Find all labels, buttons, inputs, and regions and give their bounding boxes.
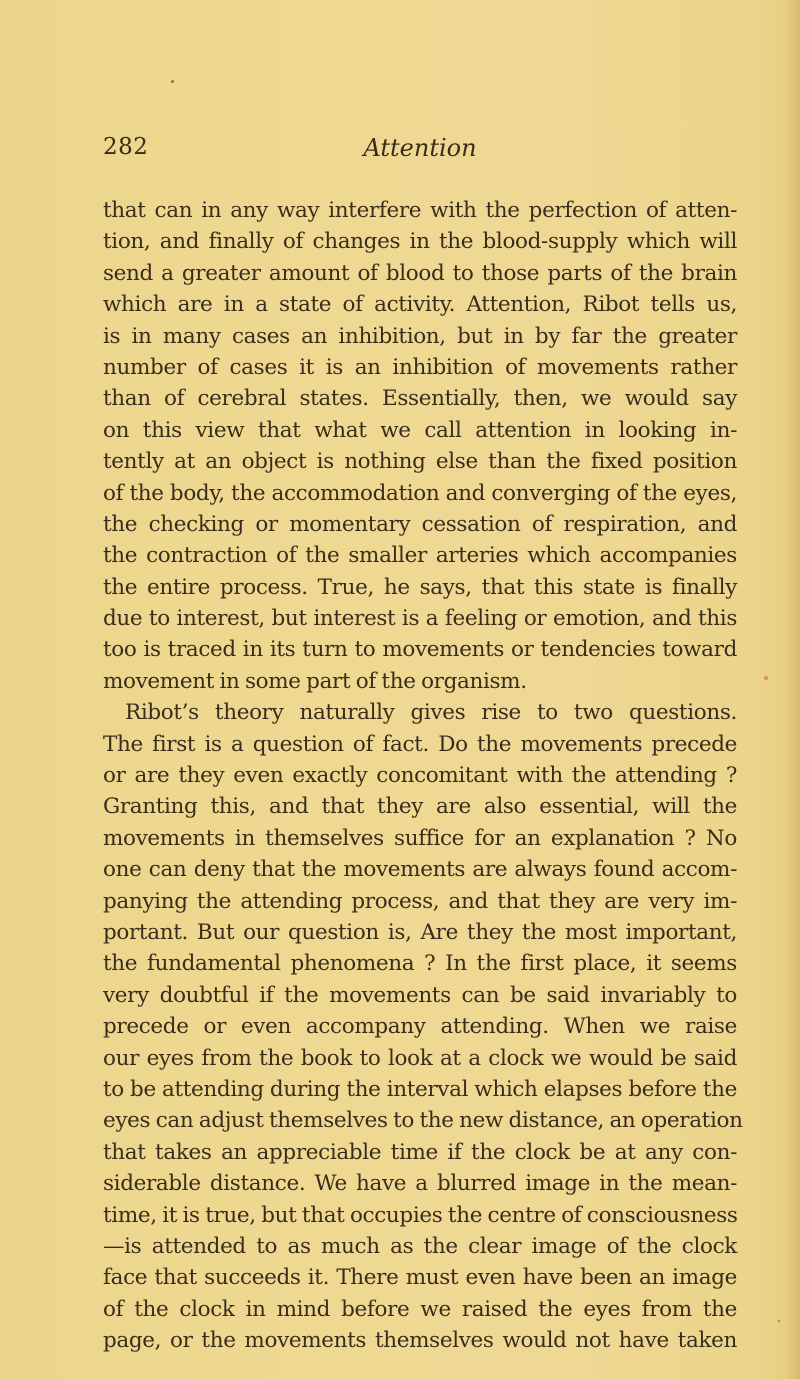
text-line: siderable distance. We have a blurred image in the mean- <box>103 1171 737 1197</box>
text-line: movement in some part of the organism. <box>103 668 527 694</box>
text-line: page, or the movements themselves would not have taken <box>103 1328 737 1354</box>
paragraph-1 <box>103 195 737 697</box>
text-line: tently at an object is nothing else than the fixed position <box>103 449 737 475</box>
text-line: the checking or momentary cessation of respiration, and <box>103 511 737 537</box>
text-line: of the body, the accommodation and converging of the eyes, <box>103 480 737 506</box>
text-line: panying the attending process, and that they are very im- <box>103 888 737 914</box>
text-line: number of cases it is an inhibition of movements rather <box>103 354 737 380</box>
text-line: portant. But our question is, Are they the most important, <box>103 919 737 945</box>
text-line: face that succeeds it. There must even have been an image <box>103 1265 737 1291</box>
running-title: Attention <box>363 134 477 162</box>
paper-speck <box>764 676 768 680</box>
text-line: on this view that what we call attention in looking in- <box>103 417 737 443</box>
text-line: that can in any way interfere with the perfection of atten- <box>103 198 737 223</box>
text-line: of the clock in mind before we raised the eyes from the <box>103 1296 737 1322</box>
text-line: or are they even exactly concomitant with the attending ? <box>103 763 737 789</box>
text-line: tion, and finally of changes in the blood-supply which will <box>103 229 737 255</box>
paragraph-2 <box>103 697 743 1356</box>
text-line: that takes an appreciable time if the clock be at any con- <box>103 1139 737 1165</box>
text-line: eyes can adjust themselves to the new distance, an operation <box>103 1108 743 1134</box>
text-line: to be attending during the interval which elapses before the <box>103 1076 737 1102</box>
body-text <box>103 195 743 1356</box>
text-line: due to interest, but interest is a feeling or emotion, and this <box>103 606 737 632</box>
page-number: 282 <box>103 134 149 160</box>
text-line: too is traced in its turn to movements or tendencies toward <box>103 637 737 663</box>
text-line: The first is a question of fact. Do the movements precede <box>103 731 737 757</box>
running-head <box>103 134 737 168</box>
text-line: the fundamental phenomena ? In the first place, it seems <box>103 951 737 977</box>
text-line: one can deny that the movements are always found accom- <box>103 857 737 883</box>
text-line: Granting this, and that they are also essential, will the <box>103 794 737 820</box>
page-edge-shadow <box>786 0 800 1379</box>
paper-speck <box>778 1320 780 1322</box>
text-line: Ribot’s theory naturally gives rise to two questions. <box>125 700 737 726</box>
text-line: send a greater amount of blood to those parts of the brain <box>103 260 737 286</box>
text-line: the entire process. True, he says, that this state is finally <box>103 574 737 600</box>
text-line: movements in themselves suffice for an explanation ? No <box>103 825 737 851</box>
text-line: precede or even accompany attending. When we raise <box>103 1014 737 1040</box>
text-line: the contraction of the smaller arteries which accompanies <box>103 543 737 569</box>
text-line: —is attended to as much as the clear image of the clock <box>103 1233 737 1259</box>
text-line: very doubtful if the movements can be said invariably to <box>103 982 737 1008</box>
text-line: is in many cases an inhibition, but in by far the greater <box>103 323 737 349</box>
text-line: our eyes from the book to look at a clock we would be said <box>103 1045 737 1071</box>
text-line: which are in a state of activity. Attention, Ribot tells us, <box>103 292 737 318</box>
text-line: time, it is true, but that occupies the centre of consciousness <box>103 1202 738 1228</box>
paper-speck <box>171 80 174 83</box>
text-line: than of cerebral states. Essentially, then, we would say <box>103 386 737 412</box>
